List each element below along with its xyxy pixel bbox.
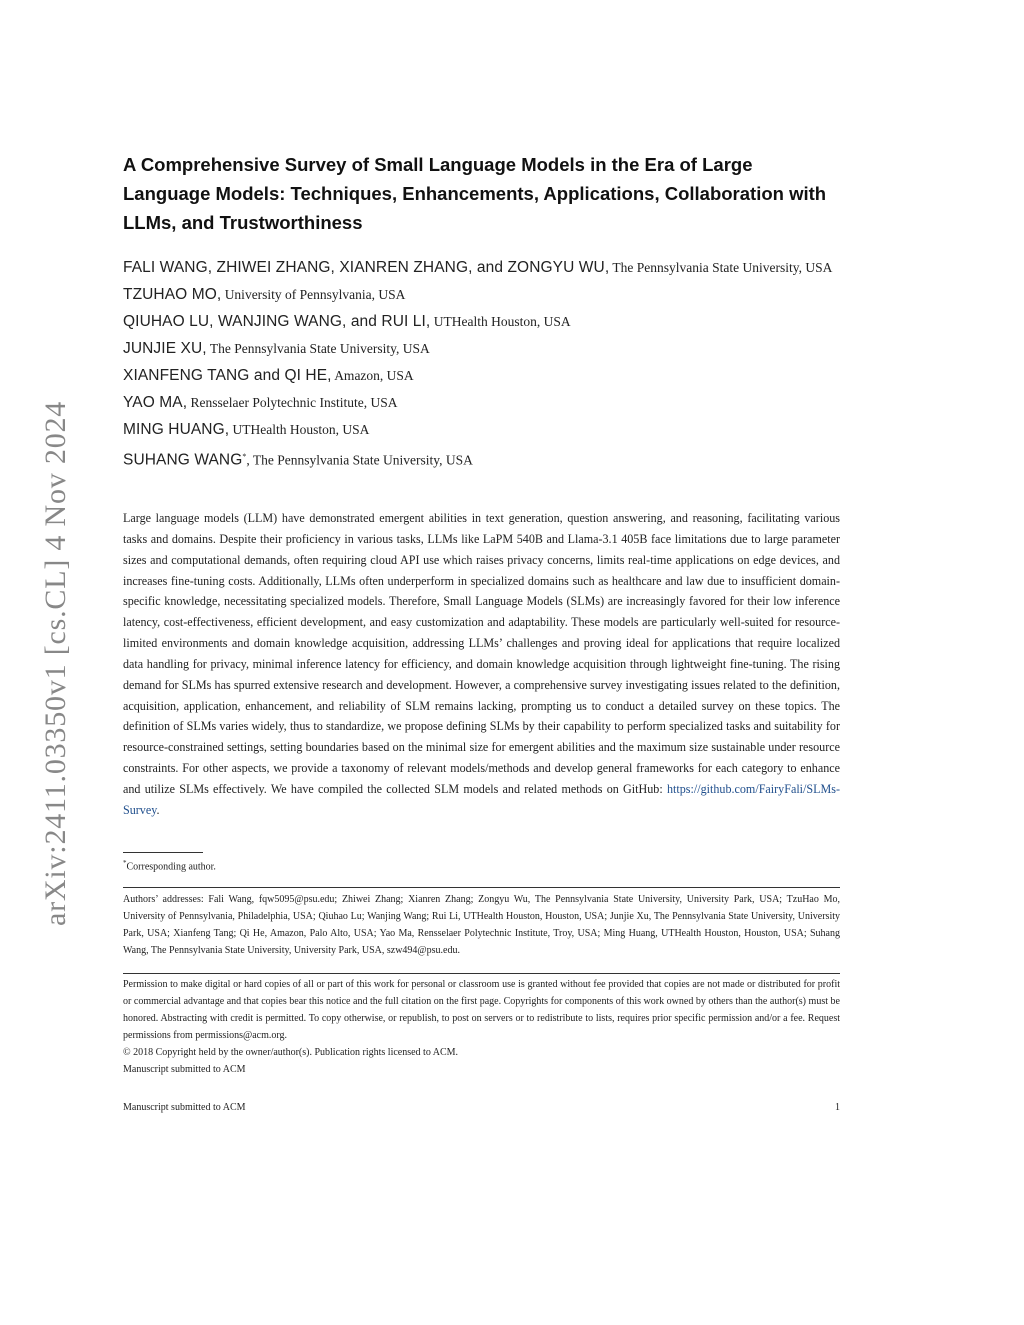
author-affiliation: Amazon, USA bbox=[334, 368, 414, 383]
author-names: XIANFENG TANG and QI HE, bbox=[123, 367, 332, 384]
author-addresses: Authors’ addresses: Fali Wang, fqw5095@psu.edu; Zhiwei Zhang; Xianren Zhang; Zongyu Wu, The Pennsylvania State University, University Park, USA; TzuHao Mo, University of Pennsylvania, Philadelphia, USA; Qiuhao Lu; Wanjing Wang; Rui Li, UTHealth Houston, Houston, USA; Junjie Xu, The Pennsylvania State University, University Park, USA; Xianfeng Tang; Qi He, Amazon, Palo Alto, USA; Yao Ma, Rensselaer Polytechnic Institute, Troy, USA; Ming Huang, UTHealth Houston, Houston, USA; Suhang Wang, The Pennsylvania State University, University Park, USA, szw494@psu.edu. bbox=[123, 894, 840, 956]
divider bbox=[123, 973, 840, 974]
author-line bbox=[123, 389, 840, 416]
author-line bbox=[123, 281, 840, 308]
copyright-line: © 2018 Copyright held by the owner/author(s). Publication rights licensed to ACM. bbox=[123, 1047, 459, 1058]
author-affiliation: , The Pennsylvania State University, USA bbox=[246, 452, 473, 468]
author-affiliation: University of Pennsylvania, USA bbox=[224, 287, 406, 302]
author-line bbox=[123, 308, 840, 335]
author-line bbox=[123, 335, 840, 362]
page-number: 1 bbox=[835, 1102, 840, 1113]
author-affiliation: Rensselaer Polytechnic Institute, USA bbox=[190, 395, 398, 410]
footnote bbox=[123, 856, 840, 874]
abstract-text: Large language models (LLM) have demonstrated emergent abilities in text generation, question answering, and reasoning, facilitating various tasks and domains. Despite their proficiency in various tasks, LLMs like LaPM 540B and Llama-3.1 405B face limitations due to large parameter sizes and computational demands, often requiring cloud API use which raises privacy concerns, limits real-time applications on edge devices, and increases fine-tuning costs. Additionally, LLMs often underperform in specialized domains such as healthcare and law due to insufficient domain-specific knowledge, necessitating specialized models. Therefore, Small Language Models (SLMs) are increasingly favored for their low inference latency, cost-effectiveness, efficient development, and easy customization and adaptability. These models are particularly well-suited for resource-limited environments and domain knowledge acquisition, addressing LLMs’ challenges and proving ideal for applications that require localized data handling for privacy, minimal inference latency for efficiency, and domain knowledge acquisition through lightweight fine-tuning. The rising demand for SLMs has spurred extensive research and development. However, a comprehensive survey investigating issues related to the definition, acquisition, application, enhancement, and reliability of SLM remains lacking, prompting us to conduct a detailed survey on these topics. The definition of SLMs varies widely, thus to standardize, we propose defining SLMs by their capability to perform specialized tasks and suitability for resource-constrained settings, setting boundaries based on the minimal size for emergent abilities and the maximum size sustainable under resource constraints. For other aspects, we provide a taxonomy of relevant models/methods and develop general frameworks for each category to enhance and utilize SLMs effectively. We have compiled the collected SLM models and related methods on GitHub: bbox=[123, 511, 840, 796]
arxiv-identifier: arXiv:2411.03350v1 [cs.CL] 4 Nov 2024 bbox=[39, 400, 72, 926]
author-affiliation: The Pennsylvania State University, USA bbox=[612, 260, 833, 275]
author-line bbox=[123, 443, 840, 474]
author-names: SUHANG WANG bbox=[123, 451, 243, 469]
author-names: JUNJIE XU, bbox=[123, 340, 207, 357]
page-footer bbox=[123, 1101, 840, 1115]
paper-title: A Comprehensive Survey of Small Language Models in the Era of Large Language Models: Techniques, Enhancements, Applications, Collaboration with LLMs, and Trustworthiness bbox=[123, 154, 827, 233]
author-names: YAO MA, bbox=[123, 394, 188, 411]
permission-text: Permission to make digital or hard copies of all or part of this work for personal or classroom use is granted without fee provided that copies are not made or distributed for profit or commercial advantage and that copies bear this notice and the full citation on the first page. Copyrights for components of this work owned by others than the author(s) must be honored. Abstracting with credit is permitted. To copy otherwise, or republish, to post on servers or to redistribute to lists, requires prior specific permission and/or a fee. Request permissions from permissions@acm.org. bbox=[123, 979, 840, 1041]
corresponding-mark: * bbox=[242, 452, 247, 461]
author-names: MING HUANG, bbox=[123, 421, 230, 438]
permission-block bbox=[123, 976, 840, 1078]
footnote-rule bbox=[123, 852, 203, 853]
author-names: TZUHAO MO, bbox=[123, 286, 222, 303]
github-link[interactable]: https://github.com/FairyFali/SLMs-Survey bbox=[123, 781, 840, 817]
author-list bbox=[123, 254, 840, 474]
footnote-text: Corresponding author. bbox=[126, 861, 216, 873]
author-affiliation: UTHealth Houston, USA bbox=[232, 422, 370, 437]
manuscript-note: Manuscript submitted to ACM bbox=[123, 1064, 246, 1075]
author-line bbox=[123, 362, 840, 389]
author-names: FALI WANG, ZHIWEI ZHANG, XIANREN ZHANG, and ZONGYU WU, bbox=[123, 259, 610, 276]
divider bbox=[123, 887, 840, 888]
author-line bbox=[123, 254, 840, 281]
author-names: QIUHAO LU, WANJING WANG, and RUI LI, bbox=[123, 313, 431, 330]
author-affiliation: UTHealth Houston, USA bbox=[433, 314, 571, 329]
footer-venue: Manuscript submitted to ACM bbox=[123, 1102, 246, 1113]
footnote-mark: * bbox=[123, 859, 127, 867]
author-line bbox=[123, 416, 840, 443]
abstract bbox=[123, 508, 840, 821]
author-affiliation: The Pennsylvania State University, USA bbox=[209, 341, 430, 356]
abstract-end: . bbox=[156, 802, 160, 817]
